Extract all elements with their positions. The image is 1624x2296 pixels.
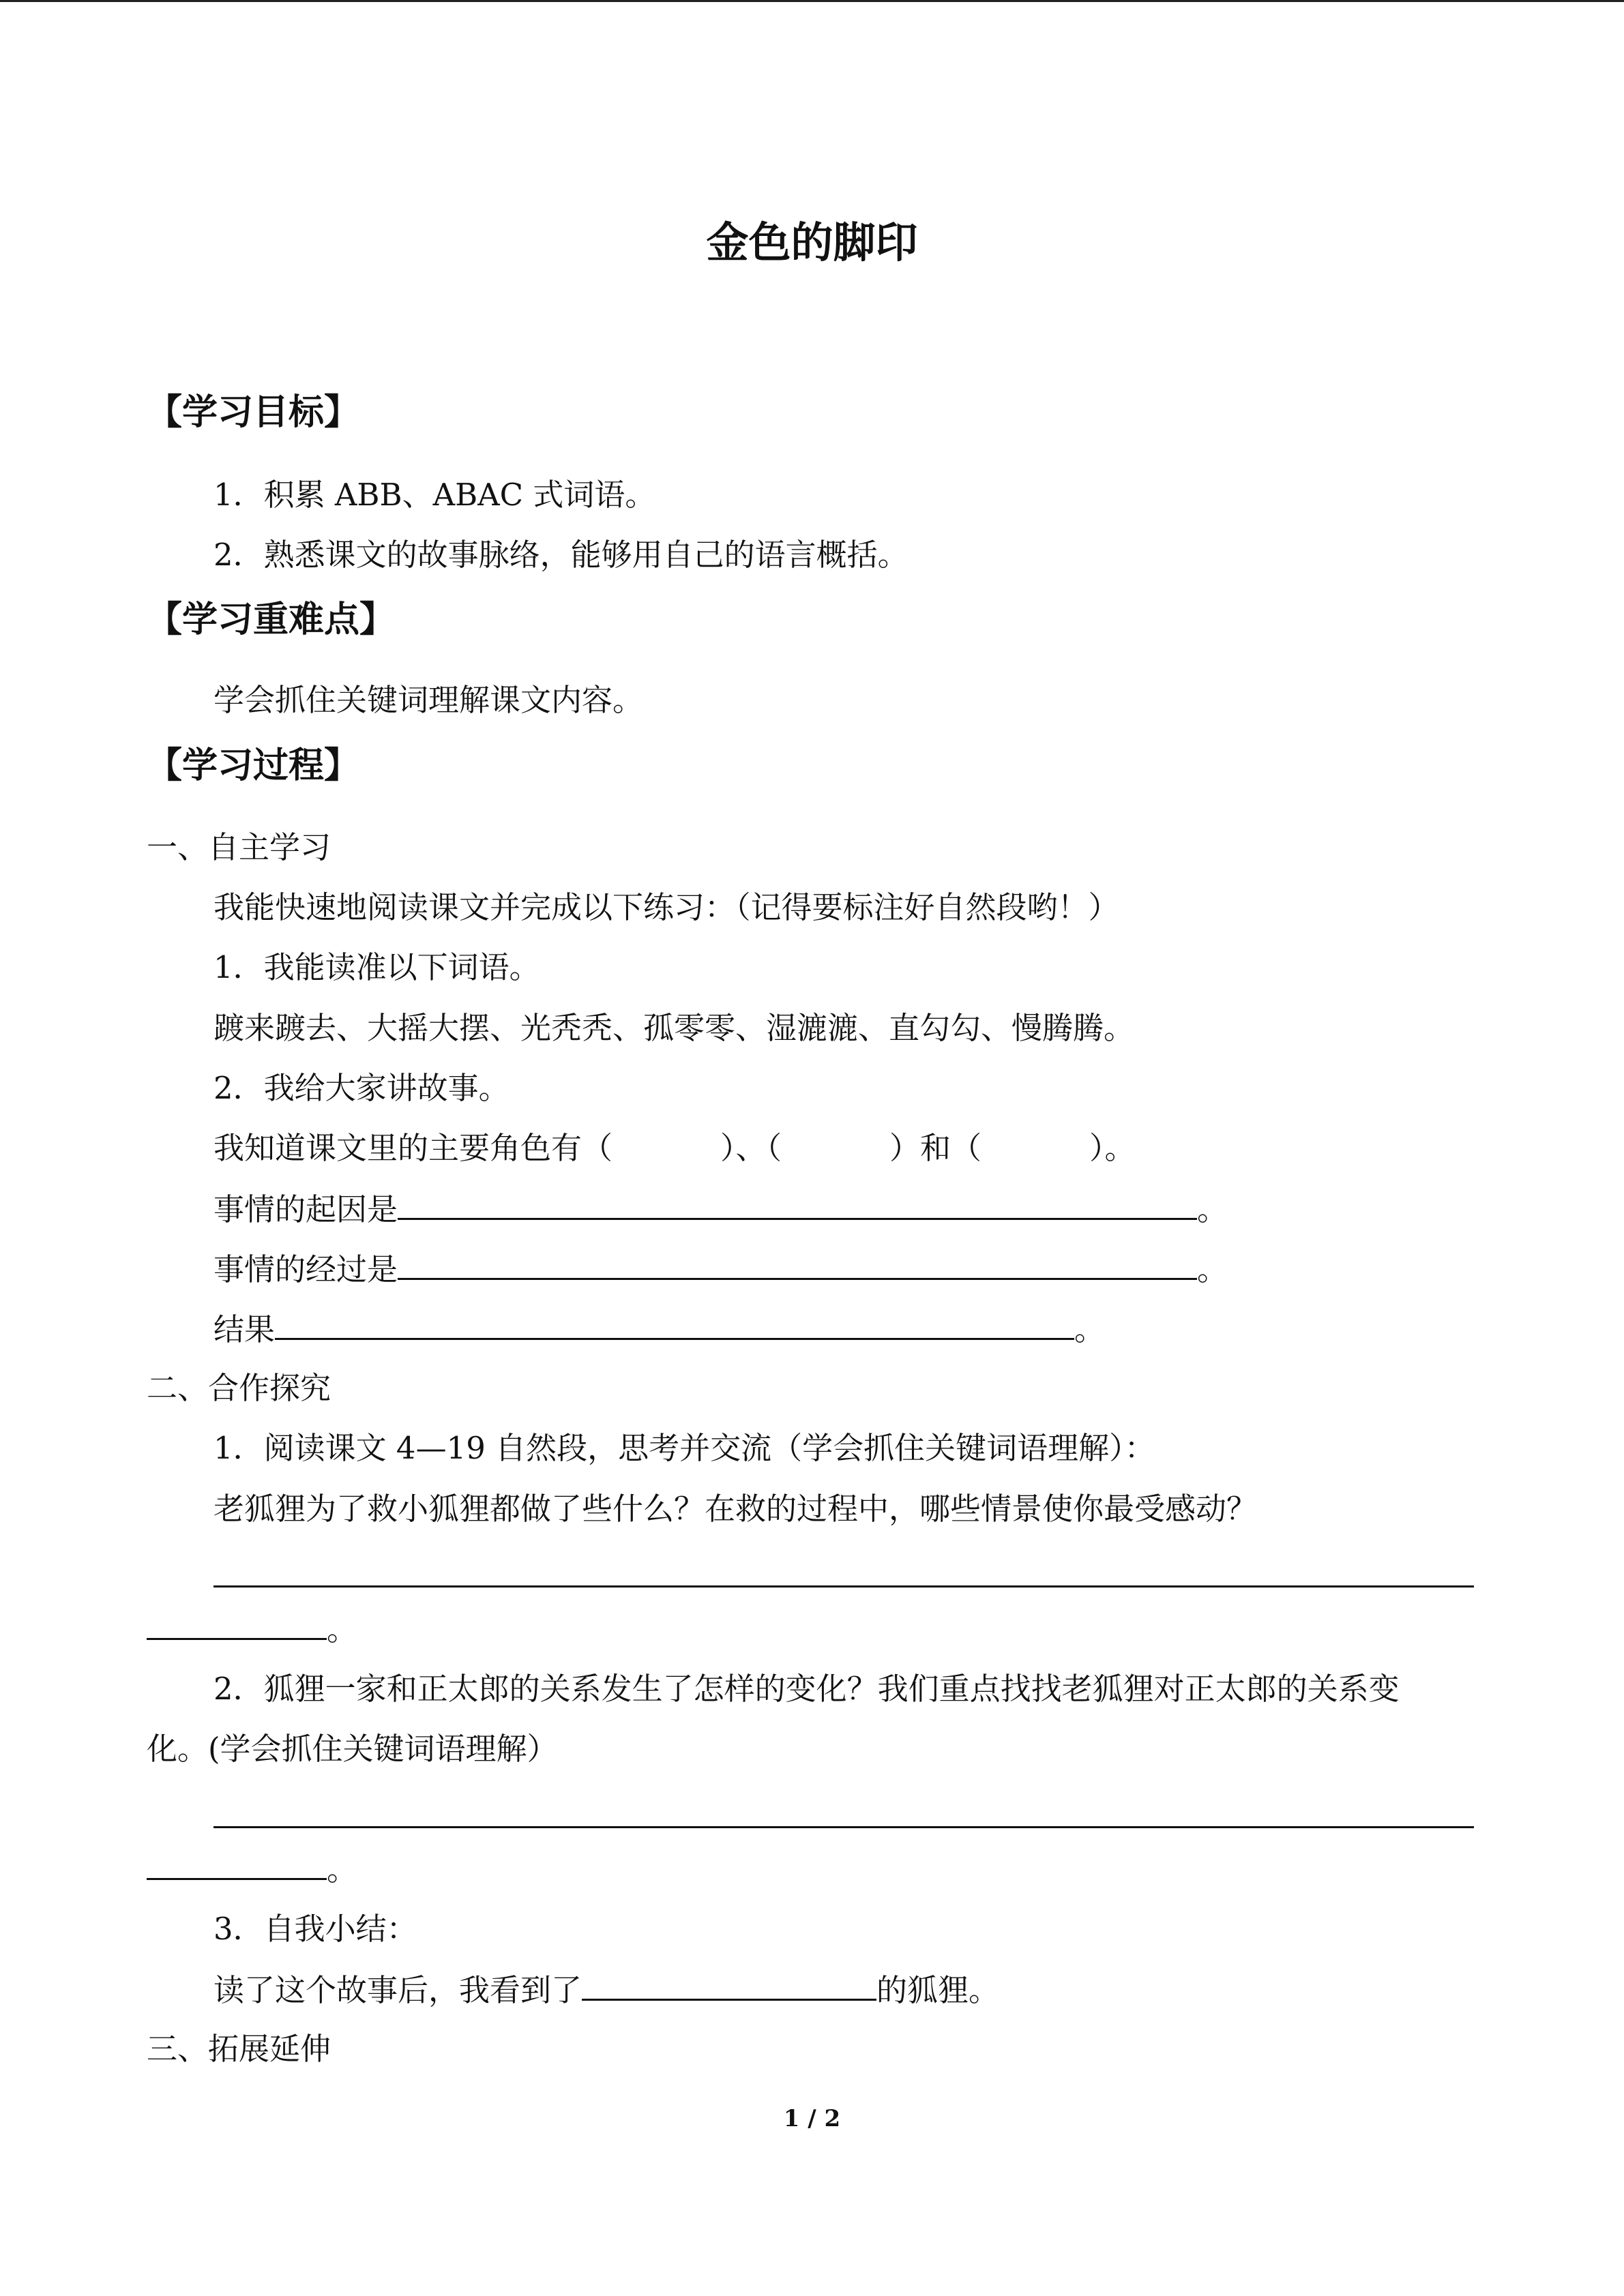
summary-prefix: 读了这个故事后，我看到了 [213, 1972, 582, 2008]
keypoint-text: 学会抓住关键词理解课文内容。 [213, 682, 644, 718]
summary-answer-blank[interactable] [582, 1969, 876, 2001]
summary-line [213, 1969, 999, 2011]
roles-separator-2: ）和（ [889, 1130, 982, 1166]
roles-line [213, 1128, 1136, 1169]
goal-item-2: 2．熟悉课文的故事脉络，能够用自己的语言概括。 [213, 537, 909, 573]
answer-rule-q2[interactable] [213, 1826, 1474, 1828]
goal-item-1: 1．积累 ABB、ABAC 式词语。 [213, 477, 656, 513]
roles-end: ）。 [1089, 1130, 1136, 1166]
result-answer-blank[interactable] [275, 1308, 1074, 1340]
answer-tail-q2 [147, 1848, 357, 1890]
page-top-border [0, 0, 1624, 2]
part2-question-1-detail: 老狐狸为了救小狐狸都做了些什么？在救的过程中，哪些情景使你最受感动？ [213, 1491, 1258, 1527]
page-title: 金色的脚印 [706, 218, 918, 267]
answer-tail-period-q2: 。 [327, 1851, 358, 1888]
cause-line [213, 1188, 1228, 1230]
cause-answer-blank[interactable] [398, 1188, 1197, 1220]
process-line [213, 1248, 1228, 1290]
cause-period: 。 [1197, 1191, 1228, 1227]
answer-rule-q1[interactable] [213, 1585, 1474, 1587]
answer-tail-blank-q2[interactable] [147, 1848, 327, 1880]
process-period: 。 [1197, 1251, 1228, 1287]
part1-intro: 我能快速地阅读课文并完成以下练习：（记得要标注好自然段哟！） [213, 889, 1119, 925]
goals-heading: 【学习目标】 [147, 392, 360, 433]
part1-question-2: 2．我给大家讲故事。 [213, 1070, 510, 1106]
answer-tail-period-q1: 。 [327, 1611, 358, 1648]
process-heading: 【学习过程】 [147, 745, 360, 786]
part2-question-3: 3．自我小结： [213, 1911, 417, 1947]
roles-separator-1: ）、（ [720, 1130, 782, 1166]
part2-question-2-line-2: 化。(学会抓住关键词语理解） [147, 1731, 558, 1767]
part3-heading: 三、拓展延伸 [147, 2031, 331, 2067]
process-answer-blank[interactable] [398, 1248, 1197, 1280]
answer-tail-q1 [147, 1608, 357, 1650]
keypoint-heading: 【学习重难点】 [147, 599, 396, 640]
part2-question-1: 1．阅读课文 4—19 自然段，思考并交流（学会抓住关键词语理解）： [213, 1430, 1155, 1466]
part2-heading: 二、合作探究 [147, 1370, 331, 1406]
summary-suffix: 的狐狸。 [876, 1972, 1000, 2008]
process-label: 事情的经过是 [213, 1251, 398, 1287]
part2-question-2-line-1: 2．狐狸一家和正太郎的关系发生了怎样的变化？我们重点找找老狐狸对正太郎的关系变 [213, 1671, 1400, 1707]
part1-question-1: 1．我能读准以下词语。 [213, 949, 540, 985]
result-label: 结果 [213, 1311, 276, 1347]
answer-tail-blank-q1[interactable] [147, 1608, 327, 1640]
page-number: 1 / 2 [783, 2105, 841, 2132]
result-period: 。 [1074, 1311, 1106, 1347]
part1-word-list: 踱来踱去、大摇大摆、光秃秃、孤零零、湿漉漉、直勾勾、慢腾腾。 [213, 1010, 1135, 1046]
result-line [213, 1308, 1105, 1350]
cause-label: 事情的起因是 [213, 1191, 398, 1227]
roles-prefix: 我知道课文里的主要角色有（ [213, 1130, 613, 1166]
part1-heading: 一、自主学习 [147, 829, 331, 865]
